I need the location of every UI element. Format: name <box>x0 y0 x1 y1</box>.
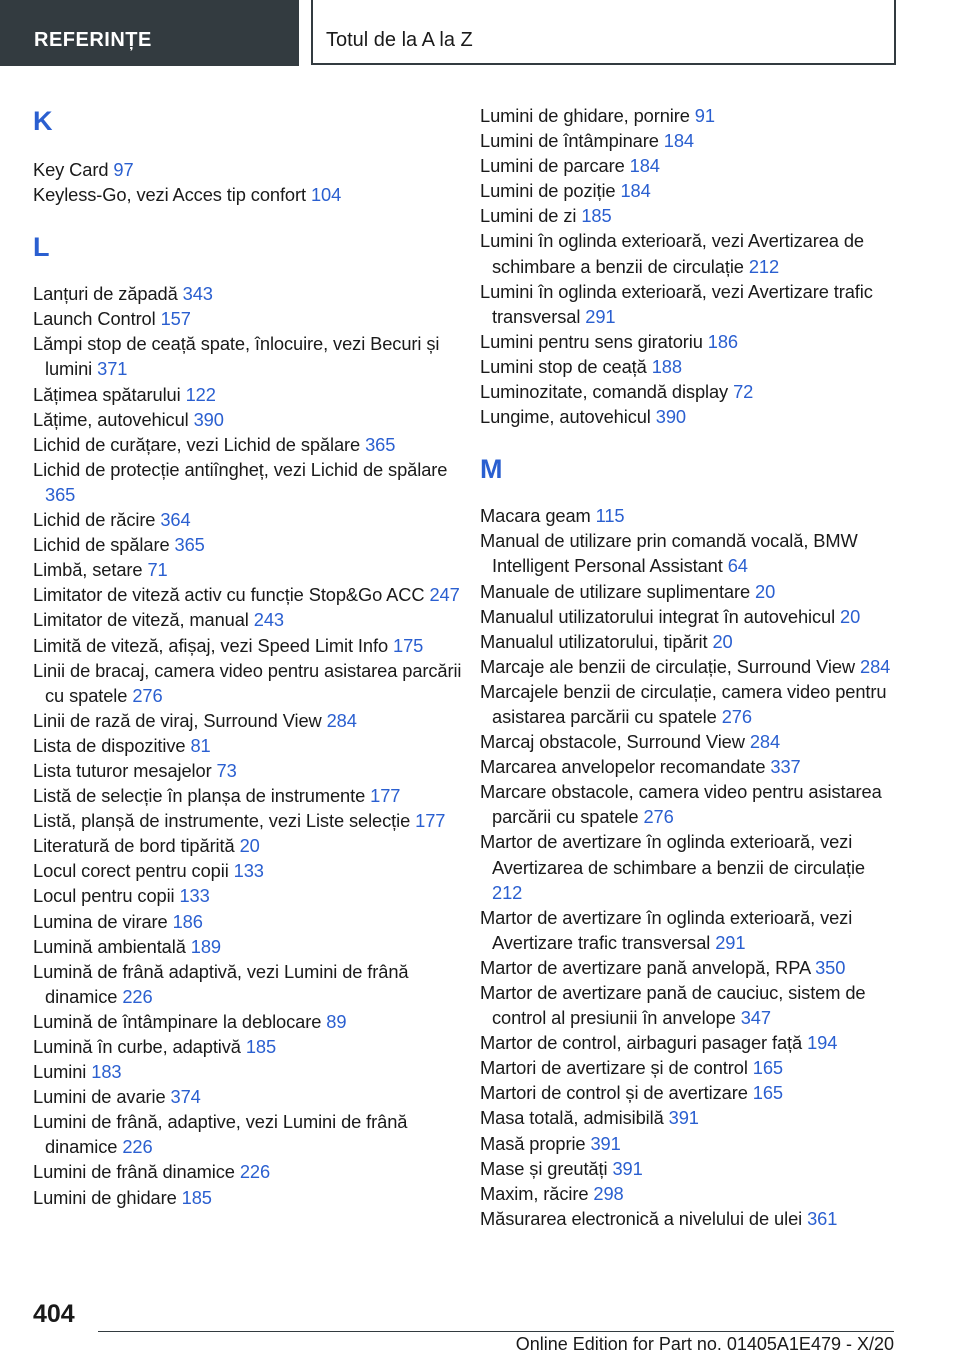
index-entry <box>33 733 463 758</box>
index-page-link[interactable]: 361 <box>807 1207 838 1229</box>
index-entry-term: Lungime, autovehicul <box>480 406 651 428</box>
index-page-link[interactable]: 71 <box>147 559 168 581</box>
index-entry-term: Lumini de frână dinamice <box>33 1161 235 1183</box>
index-entry <box>33 1084 463 1109</box>
index-entry-term: Lumini în oglinda exterioară, vezi Avertizarea de schimbare a benzii de circulație <box>480 230 864 277</box>
index-page-link[interactable]: 157 <box>160 308 191 330</box>
index-entry-term: Maxim, răcire <box>480 1182 589 1204</box>
index-page-link[interactable]: 188 <box>651 355 682 377</box>
index-entry <box>480 329 900 354</box>
index-entry-term: Lumina de virare <box>33 910 168 932</box>
index-page-link[interactable]: 89 <box>326 1010 347 1032</box>
index-page-link[interactable]: 177 <box>370 785 401 807</box>
index-entry <box>33 1159 463 1184</box>
index-entry-term: Lumini stop de ceață <box>480 355 647 377</box>
index-entry-term: Lichid de curățare, vezi Lichid de spălare <box>33 433 361 455</box>
index-entry-term: Masa totală, admisibilă <box>480 1107 664 1129</box>
index-page-link[interactable]: 284 <box>860 655 891 677</box>
index-entry <box>33 382 463 407</box>
index-entry-term: Martor de avertizare în oglinda exterioară, vezi Avertizare trafic transversal <box>480 906 853 953</box>
index-entry-term: Luminozitate, comandă display <box>480 381 729 403</box>
index-entry <box>480 1105 900 1130</box>
index-entry-term: Lumină ambientală <box>33 935 186 957</box>
index-entry <box>33 407 463 432</box>
index-page-link[interactable]: 365 <box>45 483 76 505</box>
header-divider <box>311 0 313 64</box>
index-entry-term: Lichid de protecție antiîngheț, vezi Lichid de spălare <box>33 458 448 480</box>
index-page-link[interactable]: 374 <box>170 1086 201 1108</box>
page-header <box>0 0 960 66</box>
index-entry-term: Lumini pentru sens giratoriu <box>480 330 703 352</box>
index-entry-term: Lichid de răcire <box>33 509 156 531</box>
index-entry-term: Lumini în oglinda exterioară, vezi Avertizare trafic transversal <box>480 280 873 327</box>
index-entry-term: Martor de avertizare pană anvelopă, RPA <box>480 956 811 978</box>
index-page-link[interactable]: 91 <box>694 105 715 126</box>
index-entry <box>33 883 463 908</box>
index-entry <box>480 1080 900 1105</box>
index-page-link[interactable]: 347 <box>740 1007 771 1029</box>
index-page-link[interactable]: 115 <box>595 505 625 527</box>
index-entry-term: Lumină în curbe, adaptivă <box>33 1036 241 1057</box>
index-entry <box>480 679 900 729</box>
index-entry-term: Manual de utilizare prin comandă vocală, BMW Intelligent Personal Assistant <box>480 530 858 577</box>
index-entry-term: Limită de viteză, afișaj, vezi Speed Limit Info <box>33 634 389 656</box>
index-entry-term: Lumină de frână adaptivă, vezi Lumini de frână dinamice <box>33 960 409 1007</box>
index-entry-term: Limitator de viteză activ cu funcție Stop&Go ACC <box>33 584 425 606</box>
index-entry-term: Martor de control, airbaguri pasager față <box>480 1032 803 1054</box>
index-entry <box>480 829 900 904</box>
index-entry-term: Locul corect pentru copii <box>33 860 229 882</box>
index-entry <box>480 103 900 128</box>
index-entry <box>33 808 463 833</box>
index-entry-term: Lumini de ghidare <box>33 1186 177 1208</box>
index-entry <box>33 1059 463 1084</box>
index-entry <box>33 331 463 381</box>
index-entry-term: Martori de control și de avertizare <box>480 1082 748 1104</box>
index-entry <box>480 379 900 404</box>
index-entry-term: Măsurarea electronică a nivelului de ulei <box>480 1207 803 1229</box>
index-entry <box>480 354 900 379</box>
index-entry-term: Marcajele benzii de circulație, camera video pentru asistarea parcării cu spatele <box>480 680 887 727</box>
header-underline <box>311 63 896 65</box>
index-page-link[interactable]: 165 <box>752 1057 783 1079</box>
index-entry-term: Linii de bracaj, camera video pentru asistarea parcării cu spatele <box>33 659 462 706</box>
index-page-link[interactable]: 365 <box>365 433 396 455</box>
index-entry <box>33 457 463 507</box>
index-page-link[interactable]: 298 <box>593 1182 624 1204</box>
edition-note: Online Edition for Part no. 01405A1E479 - X/20 <box>515 1334 894 1354</box>
index-entry-term: Launch Control <box>33 308 156 330</box>
index-page-link[interactable]: 226 <box>122 1136 153 1158</box>
index-page-link[interactable]: 212 <box>748 255 780 277</box>
index-entry-term: Locul pentru copii <box>33 885 175 907</box>
index-entry <box>33 858 463 883</box>
index-page-link[interactable]: 291 <box>715 931 746 953</box>
index-entry <box>33 557 463 582</box>
index-page-link[interactable]: 226 <box>239 1161 271 1183</box>
index-entry-term: Linii de rază de viraj, Surround View <box>33 709 322 731</box>
index-entry <box>33 833 463 858</box>
index-page-link[interactable]: 276 <box>132 684 163 706</box>
footer-divider <box>98 1331 894 1332</box>
index-entry-term: Martori de avertizare și de control <box>480 1057 748 1079</box>
index-entry <box>480 503 900 528</box>
index-entry <box>480 980 900 1030</box>
index-page-link[interactable]: 185 <box>245 1036 277 1057</box>
index-entry <box>33 532 463 557</box>
index-entry <box>480 1030 900 1055</box>
index-entry <box>480 128 900 153</box>
index-entry-term: Lumini de avarie <box>33 1086 166 1108</box>
index-page-link[interactable]: 183 <box>91 1061 122 1083</box>
index-entry <box>480 955 900 980</box>
index-entry <box>480 604 900 629</box>
index-page-link[interactable]: 133 <box>179 885 210 907</box>
index-page-link[interactable]: 276 <box>643 806 674 828</box>
index-page-link[interactable]: 391 <box>590 1132 621 1154</box>
index-entry <box>480 203 900 228</box>
index-page-link[interactable]: 343 <box>182 283 213 305</box>
index-page-link[interactable]: 247 <box>429 584 460 606</box>
index-page-link[interactable]: 122 <box>185 383 216 405</box>
index-page-link[interactable]: 177 <box>415 810 446 832</box>
index-page-link[interactable]: 104 <box>310 184 342 206</box>
index-page-link[interactable]: 212 <box>492 881 523 903</box>
index-entry-term: Lumini <box>33 1061 87 1083</box>
index-entry-term: Macara geam <box>480 505 591 527</box>
index-page-link[interactable]: 97 <box>113 159 134 180</box>
index-entry <box>33 1185 463 1210</box>
index-page-link[interactable]: 390 <box>655 406 686 428</box>
index-entry-term: Masă proprie <box>480 1132 586 1154</box>
index-page-link[interactable]: 20 <box>755 580 776 602</box>
index-entry <box>480 1181 900 1206</box>
index-entry <box>33 934 463 959</box>
index-entry <box>33 507 463 532</box>
index-page-link[interactable]: 284 <box>749 731 781 753</box>
index-entry-term: Lumini de parcare <box>480 155 625 177</box>
index-entry-term: Marcarea anvelopelor recomandate <box>480 756 766 778</box>
index-page-link[interactable]: 185 <box>581 205 612 227</box>
index-entry-term: Martor de avertizare în oglinda exterioară, vezi Avertizarea de schimbare a benzii de circulație <box>480 831 865 878</box>
index-entry-term: Marcaj obstacole, Surround View <box>480 731 745 753</box>
index-entry <box>33 281 463 306</box>
index-entry <box>33 658 463 708</box>
index-entry-term: Lumini de întâmpinare <box>480 130 659 152</box>
index-entry-term: Lumini de poziție <box>480 180 616 202</box>
index-entry-term: Limbă, setare <box>33 559 143 581</box>
index-page-link[interactable]: 81 <box>190 734 211 756</box>
index-entry <box>33 909 463 934</box>
page-title: Totul de la A la Z <box>326 29 473 51</box>
index-page-link[interactable]: 371 <box>97 358 128 380</box>
index-entry-term: Lanțuri de zăpadă <box>33 283 178 305</box>
index-entry-term: Lățime, autovehicul <box>33 408 189 430</box>
index-page-link[interactable]: 184 <box>620 180 651 202</box>
header-right-border <box>894 0 896 64</box>
index-entry <box>33 708 463 733</box>
index-entry-term: Lumini de ghidare, pornire <box>480 105 690 126</box>
index-page-link[interactable]: 72 <box>733 381 754 403</box>
index-page-link[interactable]: 64 <box>727 555 748 577</box>
index-entry <box>480 629 900 654</box>
index-entry-term: Listă de selecție în planșa de instrumente <box>33 785 366 807</box>
index-letter-heading: L <box>33 232 50 263</box>
index-column-right <box>480 103 900 1231</box>
index-entry-term: Lista tuturor mesajelor <box>33 759 212 781</box>
index-entry <box>33 182 463 207</box>
index-page-link[interactable]: 186 <box>172 910 203 932</box>
index-entry <box>480 1131 900 1156</box>
index-entry-term: Manuale de utilizare suplimentare <box>480 580 751 602</box>
index-page-link[interactable]: 350 <box>815 956 846 978</box>
index-page-link[interactable]: 20 <box>712 630 733 652</box>
index-entry <box>480 178 900 203</box>
index-entry-term: Listă, planșă de instrumente, vezi Liste selecție <box>33 810 411 832</box>
index-page-link[interactable]: 133 <box>233 860 264 882</box>
index-page-link[interactable]: 365 <box>174 534 205 556</box>
index-entry-term: Lumină de întâmpinare la deblocare <box>33 1010 322 1032</box>
index-entry <box>33 1109 463 1159</box>
index-entry-term: Mase și greutăți <box>480 1157 608 1179</box>
page-footer <box>0 1290 960 1362</box>
index-column-left <box>33 103 463 1210</box>
index-entry <box>33 432 463 457</box>
index-page-link[interactable]: 165 <box>752 1082 783 1104</box>
index-entry-term: Lumini de zi <box>480 205 577 227</box>
index-entry <box>480 579 900 604</box>
index-entry <box>480 654 900 679</box>
index-page-link[interactable]: 291 <box>585 305 616 327</box>
index-entry <box>480 404 900 429</box>
index-entry-term: Manualul utilizatorului integrat în autovehicul <box>480 605 836 627</box>
index-entry <box>33 1009 463 1034</box>
index-page-link[interactable]: 194 <box>807 1032 838 1054</box>
index-entry <box>480 153 900 178</box>
index-entry-term: Lichid de spălare <box>33 534 170 556</box>
index-entry-term: Lățimea spătarului <box>33 383 181 405</box>
index-entry-term: Key Card <box>33 159 109 180</box>
index-page-link[interactable]: 186 <box>707 330 738 352</box>
section-gap <box>33 207 463 227</box>
index-entry <box>480 1055 900 1080</box>
page-number: 404 <box>33 1300 75 1328</box>
index-page-link[interactable]: 243 <box>253 609 284 631</box>
index-entry-term: Keyless-Go, vezi Acces tip confort <box>33 184 306 206</box>
index-page-link[interactable]: 185 <box>181 1186 212 1208</box>
index-page-link[interactable]: 391 <box>612 1157 643 1179</box>
index-entry-term: Lămpi stop de ceață spate, înlocuire, vezi Becuri și lumini <box>33 333 440 380</box>
section-tab <box>0 0 299 66</box>
index-entry-term: Martor de avertizare pană de cauciuc, sistem de control al presiunii în anvelope <box>480 982 866 1029</box>
index-entry <box>480 779 900 829</box>
index-page-link[interactable]: 184 <box>663 130 694 152</box>
index-entry <box>33 959 463 1009</box>
index-page-link[interactable]: 73 <box>216 759 237 781</box>
index-entry-term: Literatură de bord tipărită <box>33 835 235 857</box>
index-entry <box>33 157 463 182</box>
index-entry <box>33 582 463 607</box>
index-page-link[interactable]: 364 <box>160 509 191 531</box>
index-entry <box>33 607 463 632</box>
index-entry <box>33 758 463 783</box>
index-page-link[interactable]: 189 <box>190 935 221 957</box>
index-entry-term: Lista de dispozitive <box>33 734 186 756</box>
index-letter-heading: M <box>480 454 503 485</box>
index-entry <box>480 228 900 278</box>
index-page-link[interactable]: 391 <box>668 1107 699 1129</box>
index-page-link[interactable]: 20 <box>239 835 260 857</box>
index-entry-term: Marcaje ale benzii de circulație, Surround View <box>480 655 856 677</box>
index-entry <box>33 633 463 658</box>
section-label: REFERINȚE <box>34 29 152 51</box>
index-page-link[interactable]: 184 <box>629 155 660 177</box>
index-entry <box>33 783 463 808</box>
index-page-link[interactable]: 226 <box>122 985 153 1007</box>
index-entry <box>480 1206 900 1231</box>
index-page-link[interactable]: 20 <box>840 605 861 627</box>
index-page-link[interactable]: 337 <box>770 756 801 778</box>
index-page-link[interactable]: 175 <box>393 634 424 656</box>
section-gap <box>480 429 900 449</box>
index-entry-term: Limitator de viteză, manual <box>33 609 249 631</box>
index-entry <box>480 754 900 779</box>
index-page-link[interactable]: 390 <box>193 408 224 430</box>
index-page-link[interactable]: 284 <box>326 709 357 731</box>
index-letter-heading: K <box>33 106 53 136</box>
index-entry <box>480 279 900 329</box>
index-entry <box>480 729 900 754</box>
index-entry <box>480 1156 900 1181</box>
index-entry <box>33 306 463 331</box>
index-entry <box>33 1034 463 1059</box>
index-entry-term: Lumini de frână, adaptive, vezi Lumini de frână dinamice <box>33 1111 408 1158</box>
index-page-link[interactable]: 276 <box>721 705 752 727</box>
index-entry <box>480 528 900 578</box>
index-entry-term: Marcare obstacole, camera video pentru asistarea parcării cu spatele <box>480 781 882 828</box>
index-entry-term: Manualul utilizatorului, tipărit <box>480 630 708 652</box>
index-entry <box>480 905 900 955</box>
